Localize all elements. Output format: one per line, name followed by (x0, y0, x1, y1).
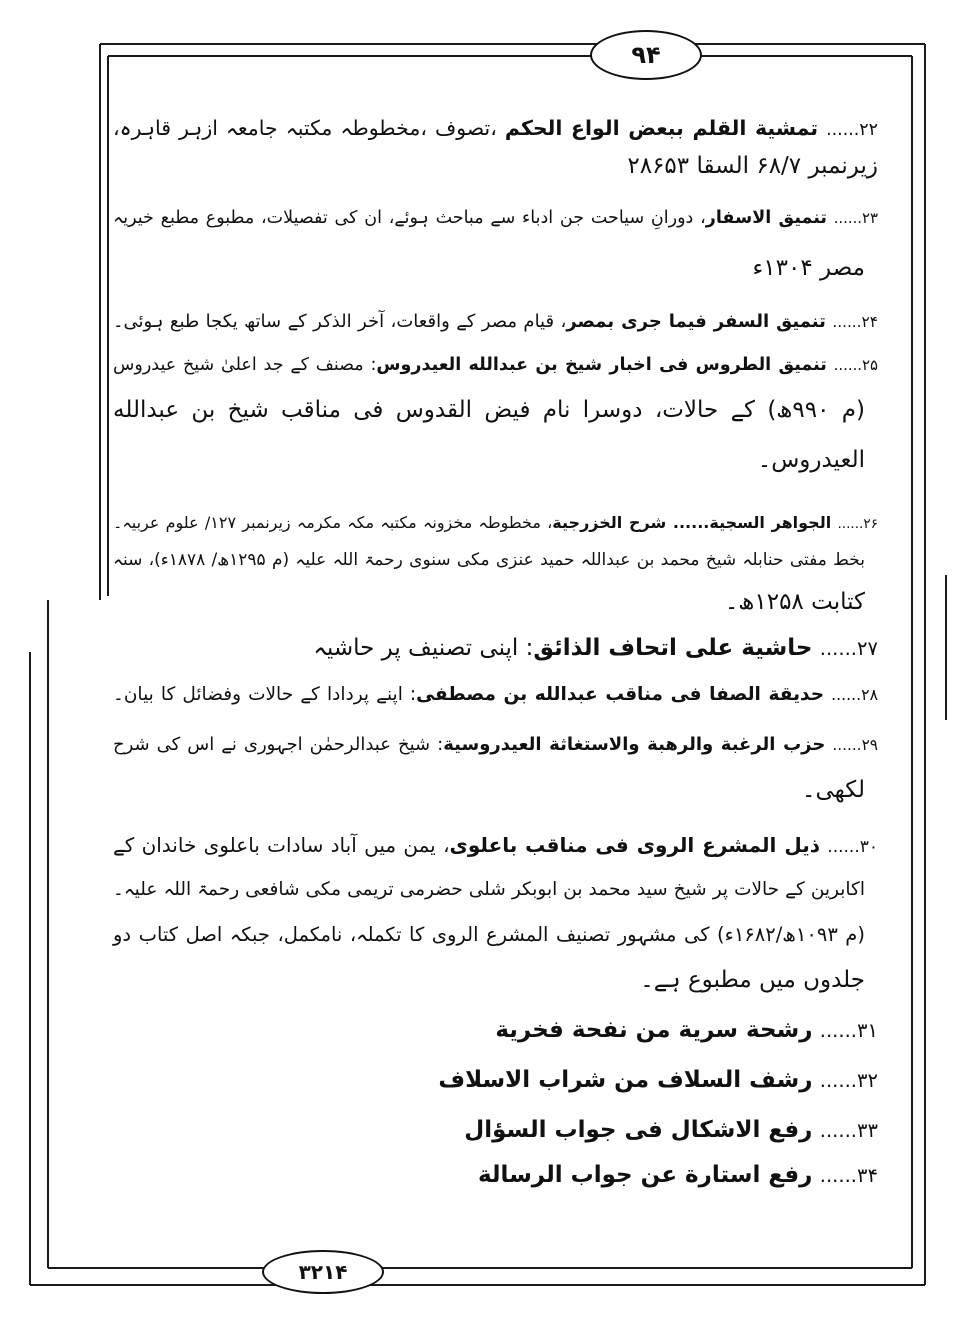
entry-number: ۳۰...... (827, 837, 878, 857)
entry-32-line-1 (113, 1060, 878, 1100)
entry-title: حاشية على اتحاف الذائق (533, 635, 813, 661)
entry-title: تنميق الاسفار (705, 208, 827, 228)
entry-number: ۳۲...... (819, 1069, 878, 1092)
entry-title: ذيل المشرع الروى فى مناقب باعلوى (449, 833, 820, 857)
entry-25-line-1 (113, 345, 878, 385)
entry-title: الجواهر السجية...... شرح الخزرجية (552, 513, 832, 532)
entry-description: : مصنف کے جد اعلیٰ شیخ عیدروس (113, 355, 377, 375)
entry-23-line-1 (113, 198, 878, 238)
entry-title: تمشية القلم ببعض الواع الحكم (504, 116, 819, 140)
entry-number: ۲۷...... (819, 637, 878, 660)
entry-title: رفع الاشكال فى جواب السؤال (464, 1117, 813, 1143)
entry-28-line-1 (113, 675, 878, 715)
entry-30-line-4: جلدوں میں مطبوع ہے۔ (640, 967, 865, 993)
entry-description: ،تصوف ،مخطوطہ مکتبہ جامعہ ازہر قاہرہ، (113, 116, 505, 140)
entry-34-line-1 (113, 1155, 878, 1195)
entry-26-line-1 (113, 503, 878, 543)
entry-title: رفع استارة عن جواب الرسالة (477, 1162, 813, 1188)
entry-22-line-1 (113, 108, 878, 148)
entry-title: تنميق الطروس فى اخبار شيخ بن عبدالله العيدروس (376, 355, 827, 375)
entry-33-line-1 (113, 1110, 878, 1150)
entry-22-line-2: زیرنمبر ۶۸/۷ السقا ۲۸۶۵۳ (627, 153, 878, 179)
page-number-bottom (262, 1250, 384, 1294)
entry-number: ۲۵...... (833, 356, 878, 374)
entry-30-line-2: اکابرین کے حالات پر شیخ سید محمد بن ابوبکر شلی حضرمی تریمی مکی شافعی رحمۃ اللہ علیہ۔ (113, 879, 865, 900)
entry-number: ۲۴...... (832, 313, 878, 331)
entry-title: تنميق السفر فيما جرى بمصر (566, 311, 826, 332)
entry-27-line-1 (113, 628, 878, 668)
entry-23-line-2: مصر ۱۳۰۴ء (752, 255, 865, 281)
entry-31-line-1 (113, 1010, 878, 1050)
entry-title: رشف السلاف من شراب الاسلاف (438, 1067, 813, 1093)
entry-description: : اپنے پردادا کے حالات وفضائل کا بیان۔ (113, 684, 417, 705)
page-number-top-text: ۹۴ (631, 41, 661, 69)
entry-29-line-2: لکھی۔ (802, 777, 865, 803)
entry-title: حديقة الصفا فى مناقب عبدالله بن مصطفى (416, 684, 825, 705)
entry-24-line-1 (113, 302, 878, 342)
entry-number: ۲۲...... (826, 120, 878, 140)
entry-description: : اپنی تصنیف پر حاشیہ (313, 635, 534, 661)
entry-number: ۳۳...... (819, 1119, 878, 1142)
entry-26-line-3: کتابت ۱۲۵۸ھ۔ (724, 589, 865, 615)
entry-26-line-2: بخط مفتی حنابلہ شیخ محمد بن عبداللہ حمید عنزی مکی سنوی رحمۃ اللہ علیہ (م ۱۲۹۵ھ/ ۱۸۷۸ء)، سنہ (113, 550, 865, 570)
page-number-bottom-text: ۳۲۱۴ (298, 1260, 348, 1284)
entry-number: ۲۹...... (832, 736, 878, 754)
entry-25-line-2: (م ۹۹۰ھ) کے حالات، دوسرا نام فیض القدوس فی مناقب شیخ بن عبدالله (113, 397, 865, 423)
entry-number: ۲۸...... (831, 685, 879, 704)
entry-30-line-1 (113, 825, 878, 865)
entry-title: رشحة سرية من نفحة فخرية (495, 1017, 813, 1043)
entry-title: حزب الرغبة والرهبة والاستغاثة العيدروسية (443, 734, 826, 755)
entry-number: ۲۳...... (833, 209, 878, 227)
entry-number: ۳۴...... (819, 1164, 878, 1187)
page-number-top (590, 30, 702, 80)
entry-30-line-3: (م ۱۰۹۳ھ/۱۶۸۲ء) کی مشہور تصنیف المشرع الروى کا تکملہ، نامکمل، جبکہ اصل کتاب دو (113, 923, 865, 946)
entry-number: ۳۱...... (819, 1019, 878, 1042)
entry-25-line-3: العیدروس۔ (757, 447, 865, 473)
entry-description: ، یمن میں آباد سادات باعلوی خاندان کے (113, 833, 450, 857)
entry-description: ، قیام مصر کے واقعات، آخر الذکر کے ساتھ یکجا طبع ہوئی۔ (113, 311, 567, 332)
entry-description: : شیخ عبدالرحمٰن اجہوری نے اس کی شرح (113, 734, 444, 755)
entry-29-line-1 (113, 725, 878, 765)
entry-description: ، مخطوطہ مخزونہ مکتبہ مکہ مکرمہ زیرنمبر ۱۲۷/ علوم عربیہ۔ (113, 513, 553, 532)
entry-number: ۲۶...... (837, 516, 878, 532)
entry-description: ، دورانِ سیاحت جن ادباء سے مباحث ہوئے، ان کی تفصیلات، مطبوع مطبع خیریہ (113, 208, 706, 228)
